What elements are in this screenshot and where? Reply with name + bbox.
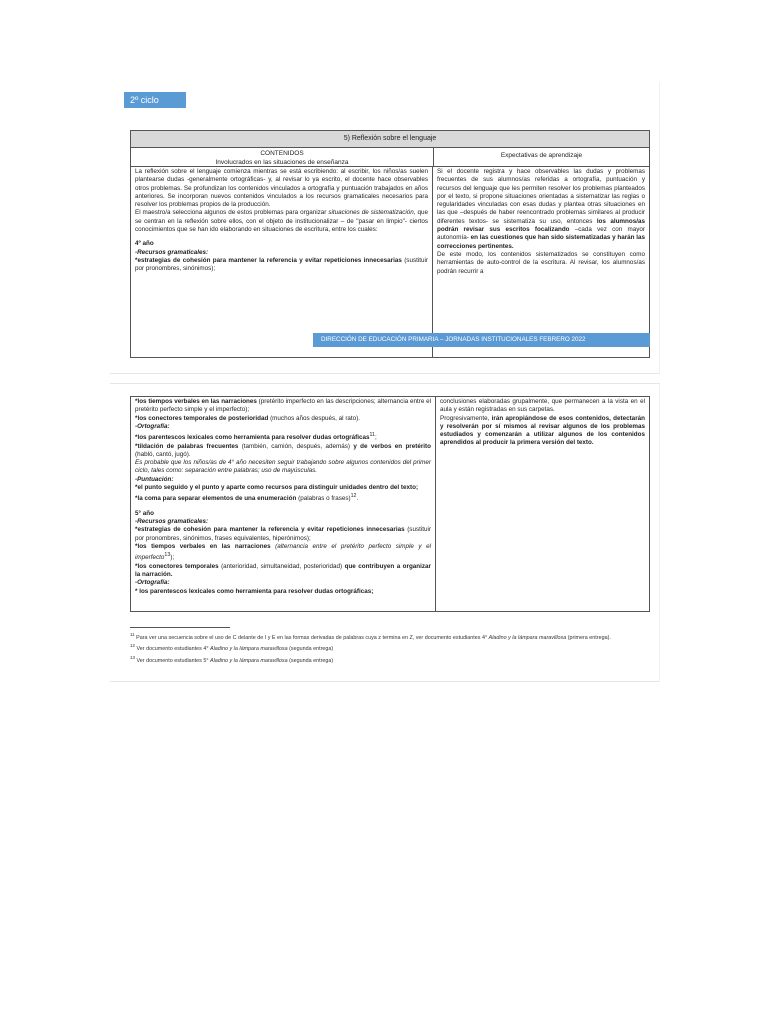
text-run: -Ortografía: — [135, 579, 170, 587]
text-run: que contribuyen a organizar la narración. — [135, 562, 431, 578]
text-run: Si el docente registra y hace observables las dudas y problemas frecuentes de sus alumnos/as referidas a ortografía, puntuación y recursos del lenguaje que les permiten resolver los problemas planteados por el texto, si propone situaciones orientadas a sistematizar las reglas o regularidades vinculadas con esas dudas y plantea otras situaciones en las que –después de haber reencontrado problemas similares al producir diferentes textos- se sistematiza su uso, entonces — [437, 168, 645, 225]
footnote-ref[interactable]: 12 — [350, 493, 357, 500]
content-item — [135, 526, 431, 543]
text-run: (palabras o frases) — [296, 495, 351, 503]
text-run: (alternancia entre el pretérito perfecto simple y el imperfecto — [135, 542, 431, 562]
content-item — [135, 492, 431, 503]
footnote-12 — [130, 642, 650, 653]
text-run: irán apropiándose de esos contenidos, detectarán y resolverán por sí mismos al revisar algunos de los problemas estudiados y comenzarán a utilizar algunos de los contenidos aprendidos al producir la primera versión del texto. — [440, 414, 645, 447]
text-run: *el punto seguido y el punto y aparte como recursos para distinguir unidades dentro del texto; — [135, 484, 419, 492]
text-run: 13 — [130, 654, 136, 660]
text-run: (sustituir por pronombres, sinónimos, frases equivalentes, hiperónimos); — [135, 526, 432, 542]
text-run: Es probable que los niños/as de 4° año necesiten seguir trabajando sobre algunos contenidos del primer ciclo, tales como: separación entre palabras; uso de mayúsculas. — [135, 459, 431, 475]
expectativas-column — [436, 397, 649, 611]
year-heading — [135, 510, 431, 518]
cycle-tab: 2º ciclo — [124, 92, 186, 108]
expectativas-column — [433, 167, 649, 358]
footnote-ref[interactable]: 11 — [369, 432, 375, 439]
text-run: 4º año — [135, 240, 154, 248]
text-run: *la coma para separar elementos de una enumeración — [135, 495, 297, 503]
content-table — [130, 396, 650, 612]
text-run: Ver documento estudiantes 5° — [135, 657, 210, 664]
text-run: (sustituir por pronombres, sinónimos); — [135, 256, 428, 273]
expectation-paragraph: conclusiones elaboradas grupalmente, que permanecen a la vista en el aula y están registradas en sus carpetas. — [440, 398, 645, 414]
text-run: –cada vez con mayor autonomía- — [437, 226, 645, 242]
text-run: (también, camión, después, además) — [238, 442, 354, 450]
footnotes — [130, 631, 650, 665]
contenidos-column — [131, 167, 433, 358]
text-run: -Ortografía: — [135, 422, 170, 430]
text-run: Para ver una secuencia sobre el uso de C delante de I y E en las formas derivadas de palabras cuya z termina en Z, ver documento estudiantes 4° — [134, 634, 489, 641]
text-run: Ver documento estudiantes 4° — [135, 646, 210, 653]
text-run: *tildación de palabras frecuentes — [135, 442, 239, 450]
content-item — [135, 484, 431, 492]
contenidos-header — [131, 148, 434, 166]
table-body — [131, 397, 649, 611]
content-item — [135, 563, 431, 580]
text-run: *los tiempos verbales en las narraciones — [135, 398, 257, 405]
expectation-paragraph-2 — [440, 415, 645, 448]
text-run: 5° año — [135, 509, 154, 517]
text-run: Aladino y la lámpara maravillosa — [210, 657, 288, 664]
text-run: y de verbos en pretérito — [353, 442, 432, 450]
text-run: -Recursos gramaticales: — [135, 518, 209, 526]
text-run: en las cuestiones que han sido sistematizadas y harán las correcciones pertinentes. — [437, 234, 646, 250]
footnote-separator — [130, 627, 230, 628]
subsection-label — [135, 579, 431, 587]
text-run: (pretérito imperfecto en las descripciones; alternancia entre el pretérito perfecto simple y el imperfecto); — [135, 398, 432, 414]
text-run: *los parentescos lexicales como herramienta para resolver dudas ortográficas — [135, 434, 370, 442]
text-run: (anterioridad, simultaneidad, posterioridad) — [218, 562, 345, 570]
expectativas-header: Expectativas de aprendizaje — [500, 152, 583, 159]
text-run: ; — [374, 434, 377, 442]
contenidos-title: CONTENIDOS — [260, 150, 304, 157]
text-run: (segunda entrega) — [287, 646, 334, 653]
table-body — [131, 167, 649, 358]
text-run: los alumnos/as podrán revisar sus escritos focalizando — [437, 217, 645, 234]
contenidos-column — [131, 397, 436, 611]
content-item — [135, 257, 428, 274]
document-page-2 — [110, 383, 660, 682]
text-run: 12 — [130, 643, 136, 649]
content-table — [130, 130, 650, 358]
text-run: El maestro/a selecciona algunos de estos problemas para organizar — [135, 209, 329, 217]
text-run: 11 — [130, 632, 135, 637]
content-item — [135, 415, 431, 423]
text-run: *estrategias de cohesión para mantener la referencia y evitar repeticiones innecesarias — [135, 526, 405, 534]
systematization-paragraph — [135, 209, 428, 234]
subsection-label — [135, 423, 431, 431]
text-run: (habló, cantó, jugó). — [135, 450, 191, 458]
subsection-label — [135, 249, 428, 257]
note-paragraph — [135, 459, 431, 476]
text-run: *los tiempos verbales en las narraciones — [135, 542, 271, 550]
content-item — [135, 431, 431, 442]
content-item — [135, 588, 431, 596]
text-run: *estrategias de cohesión para mantener la referencia y evitar repeticiones innecesarias — [135, 256, 402, 264]
text-run: Progresivamente, — [440, 414, 492, 422]
expectation-paragraph-2: De este modo, los contenidos sistematizados se constituyen como herramientas de auto-control de la escritura. Al revisar, los alumnos/as podrán recurrir a — [437, 250, 645, 275]
text-run: *los conectores temporales — [135, 562, 219, 570]
text-run: (muchos años después, al rato). — [268, 414, 361, 422]
text-run: Aladino y la lámpara maravillosa — [210, 646, 288, 653]
contenidos-subtitle: Involucrados en las situaciones de enseñanza — [215, 159, 349, 166]
text-run: * los parentescos lexicales como herramienta para resolver dudas ortográficas; — [135, 587, 374, 595]
table-header — [131, 148, 649, 167]
footnote-ref[interactable]: 13 — [164, 552, 171, 559]
document-page-1 — [110, 82, 660, 374]
text-run: . — [356, 495, 359, 503]
subsection-label — [135, 476, 431, 484]
text-run: -Recursos gramaticales: — [135, 248, 209, 256]
footnote-11 — [130, 631, 650, 642]
content-item — [135, 443, 431, 460]
expectation-paragraph — [437, 168, 645, 251]
page-footer: DIRECCIÓN DE EDUCACIÓN PRIMARIA – JORNADAS INSTITUCIONALES FEBRERO 2022 — [313, 333, 650, 347]
text-run: situaciones de sistematización — [328, 209, 414, 217]
text-run: (segunda entrega) — [287, 657, 334, 664]
text-run: Aladino y la lámpara maravillosa — [488, 634, 567, 641]
text-run: ); — [170, 554, 175, 562]
text-run: (primera entrega). — [566, 634, 611, 641]
text-run: -Puntuación: — [135, 475, 174, 483]
text-run: *los conectores temporales de posterioridad — [135, 414, 269, 422]
content-item — [135, 398, 431, 415]
intro-paragraph: La reflexión sobre el lenguaje comienza mientras se está escribiendo: al escribir, los niños/as suelen plantearse dudas -generalmente ortográficas- y, al revisar lo ya escrito, el docente hace observables otros problemas. Se profundizan los contenidos vinculados a ortografía y puntuación trabajados en años anteriores. Se incorporan nuevos contenidos vinculados a los recursos gramaticales necesarios para resolver los problemas propios de la producción. — [135, 168, 428, 209]
content-item — [135, 543, 431, 563]
subsection-label — [135, 518, 431, 526]
year-heading — [135, 240, 428, 248]
footnote-13 — [130, 654, 650, 665]
text-run: , que se centran en la reflexión sobre ellos, con el objeto de institucionalizar – de "pasar en limpio"- ciertos conocimientos que se han ido elaborando en situaciones de escritura, entre los cuales: — [135, 209, 428, 234]
section-title: 5) Reflexión sobre el lenguaje — [131, 131, 649, 148]
